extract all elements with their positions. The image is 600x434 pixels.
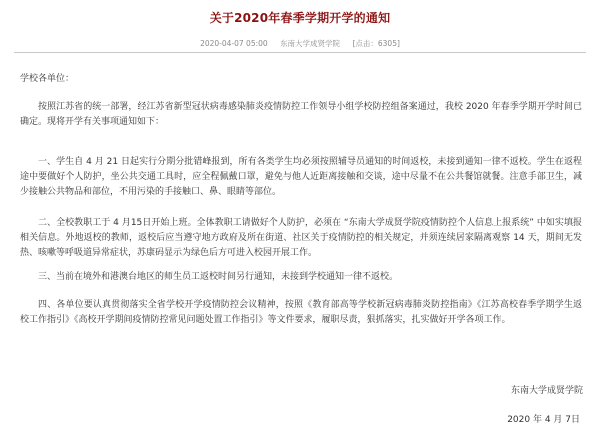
title-divider [14,52,586,53]
paragraph-staff: 二、全校教职工于 4 月15日开始上班。全体教职工请做好个人防护，必须在 “东南大学成贤学院疫情防控个人信息上报系统” 中如实填报相关信息。外地返校的教师，返校后应当遵守地方政府及所在街道、社区关于疫情防控的相关规定，并须连续居家隔离观察 14 天，期间无发热、咳嗽等呼吸道异常症状，苏康码显示为绿色后方可进入校园开展工作。 [20,218,582,258]
paragraph-students: 一、学生自 4 月 21 日起实行分期分批错峰报到，所有各类学生均必须按照辅导员通知的时间返校，未接到通知一律不返校。学生在返程途中要做好个人防护，坐公共交通工具时，应全程佩戴口罩，避免与他人近距离接触和交谈，途中尽量不在公共餐馆就餐。注意手部卫生，减少接触公共物品和部位，不用污染的手接触口、鼻、眼睛等部位。 [20,157,582,197]
paragraph-intro: 按照江苏省的统一部署，经江苏省新型冠状病毒感染肺炎疫情防控工作领导小组学校防控组备案通过，我校 2020 年春季学期开学时间已确定。现将开学有关事项通知如下： [20,102,582,127]
article-meta [0,38,600,49]
article-title: 关于2020年春季学期开学的通知 [209,11,391,25]
publish-date: 2020-04-07 05:00 [200,39,268,48]
salutation: 学校各单位： [20,74,75,84]
signature-date: 2020 年 4 月 7日 [507,415,580,425]
source-org: 东南大学成贤学院 [280,39,341,48]
signature-org: 东南大学成贤学院 [510,386,583,396]
paragraph-requirements: 四、各单位要认真贯彻落实全省学校开学疫情防控会议精神，按照《教育部高等学校新冠病毒肺炎防控指南》《江苏高校春季学期学生返校工作指引》《高校开学期间疫情防控常见问题处置工作指引》等文件要求，履职尽责，狠抓落实，扎实做好开学各项工作。 [20,300,582,325]
paragraph-overseas: 三、当前在境外和港澳台地区的师生员工返校时间另行通知，未接到学校通知一律不返校。 [38,272,399,282]
view-count: [点击：6305] [352,39,400,48]
